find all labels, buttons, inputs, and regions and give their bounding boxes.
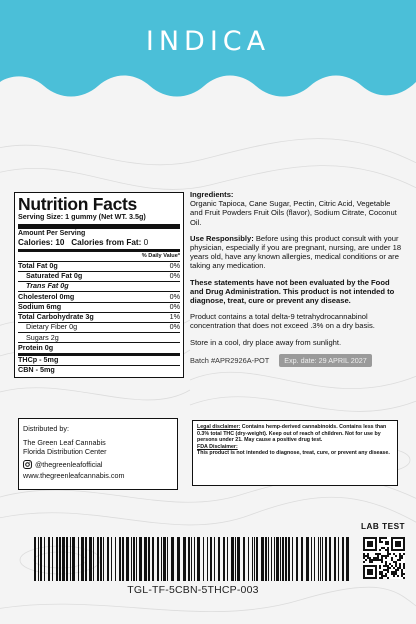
distributor-company: The Green Leaf Cannabis — [23, 437, 106, 447]
ingredients-block — [190, 190, 402, 227]
amount-per-serving: Amount Per Serving — [18, 229, 86, 237]
nutrient-value: 0% — [169, 301, 180, 311]
batch-row — [190, 354, 402, 367]
nutrient-label: Trans Fat 0g — [26, 281, 69, 291]
nutrient-label: Sugars 2g — [26, 332, 59, 342]
use-responsibly-text: Before using this product consult with your physician, especially if you are pregnant, nursing, are under 18 years old, have any known allergies, medical conditions or are taking any medication. — [190, 233, 402, 271]
fda-disclaimer-text: This product is not intended to diagnose, treat, cure, or prevent any disease. — [197, 450, 390, 457]
nutrient-label: Protein 0g — [18, 342, 54, 352]
expiry-badge: Exp. date: 29 APRIL 2027 — [279, 354, 371, 367]
nutrient-label: Total Fat 0g — [18, 260, 58, 270]
nutrient-value: 0% — [169, 271, 180, 281]
strain-title: INDICA — [145, 26, 271, 57]
calories-fat-value: 0 — [143, 238, 149, 248]
nutrient-value: 1% — [169, 312, 180, 322]
lab-test-label: LAB TEST — [361, 522, 406, 531]
thc-statement: Product contains a total delta-9 tetrahydrocannabinol concentration that does not exceed .3% on a dry basis. — [190, 312, 375, 331]
nutrient-label: THCp - 5mg — [18, 354, 59, 364]
product-info — [190, 190, 402, 367]
nutrient-row — [18, 292, 180, 302]
serving-size: Serving Size: 1 gummy (Net WT. 3.5g) — [18, 213, 180, 229]
fda-statement — [190, 278, 402, 306]
nutrient-row — [18, 366, 180, 375]
nutrient-row — [18, 343, 180, 355]
instagram-row — [23, 460, 173, 470]
barcode — [34, 537, 352, 581]
nutrient-value: 0% — [169, 260, 180, 270]
nutrient-label: Total Carbohydrate 3g — [18, 312, 94, 322]
nutrient-label: CBN - 5mg — [18, 365, 55, 375]
nutrition-title: Nutrition Facts — [18, 194, 137, 214]
legal-disclaimer-text: Contains hemp-derived cannabinoids. Contains less than 0.3% total THC (dry-weight). Keep out of reach of children. Not for use by persons under 21. May cause a positive drug test. — [197, 424, 387, 444]
nutrient-row — [18, 323, 180, 333]
nutrient-label: Dietary Fiber 0g — [26, 322, 78, 332]
storage-instructions: Store in a cool, dry place away from sunlight. — [190, 337, 342, 347]
calories-label: Calories: — [18, 238, 54, 248]
nutrient-row — [18, 282, 180, 292]
distributor-box — [18, 418, 178, 490]
nutrient-row — [18, 333, 180, 343]
nutrient-value: 0% — [169, 322, 180, 332]
batch-number: Batch #APR2926A-POT — [190, 355, 270, 365]
legal-disclaimer-box — [192, 420, 398, 486]
nutrient-label: Cholesterol 0mg — [18, 291, 75, 301]
use-responsibly-block — [190, 234, 402, 271]
nutrient-label: Sodium 6mg — [18, 301, 62, 311]
distributor-label: Distributed by: — [23, 424, 69, 433]
calories-value: 10 — [55, 238, 65, 248]
website-link[interactable]: www.thegreenleafcannabis.com — [23, 471, 125, 480]
fda-disclaimer-title: FDA Disclaimer: — [197, 443, 238, 450]
instagram-handle[interactable]: @thegreenleafofficial — [35, 459, 103, 469]
calories-line — [18, 238, 180, 252]
use-responsibly-title: Use Responsibly: — [190, 233, 254, 243]
distributor-center: Florida Distribution Center — [23, 447, 107, 456]
nutrition-facts-panel — [14, 192, 184, 378]
legal-disclaimer-title: Legal disclaimer: — [197, 424, 241, 430]
header-banner — [0, 0, 416, 130]
instagram-icon — [23, 460, 32, 469]
lab-test-qr-code[interactable] — [363, 537, 405, 579]
ingredients-text: Organic Tapioca, Cane Sugar, Pectin, Citric Acid, Vegetable and Fruit Powders Fruit Oils (flavor), Sodium Citrate, Coconut Oil. — [190, 199, 397, 227]
nutrient-label: Saturated Fat 0g — [26, 271, 83, 281]
calories-fat-label: Calories from Fat: — [71, 238, 142, 248]
barcode-text: TGL-TF-5CBN-5THCP-003 — [127, 584, 259, 596]
fda-statement-text: These statements have not been evaluated by the Food and Drug Administration. This product is not intended to diagnose, treat, cure or prevent any disease. — [190, 277, 395, 306]
ingredients-title: Ingredients: — [190, 190, 234, 199]
nutrient-value: 0% — [169, 291, 180, 301]
daily-value-header: % Daily Value* — [18, 252, 180, 262]
